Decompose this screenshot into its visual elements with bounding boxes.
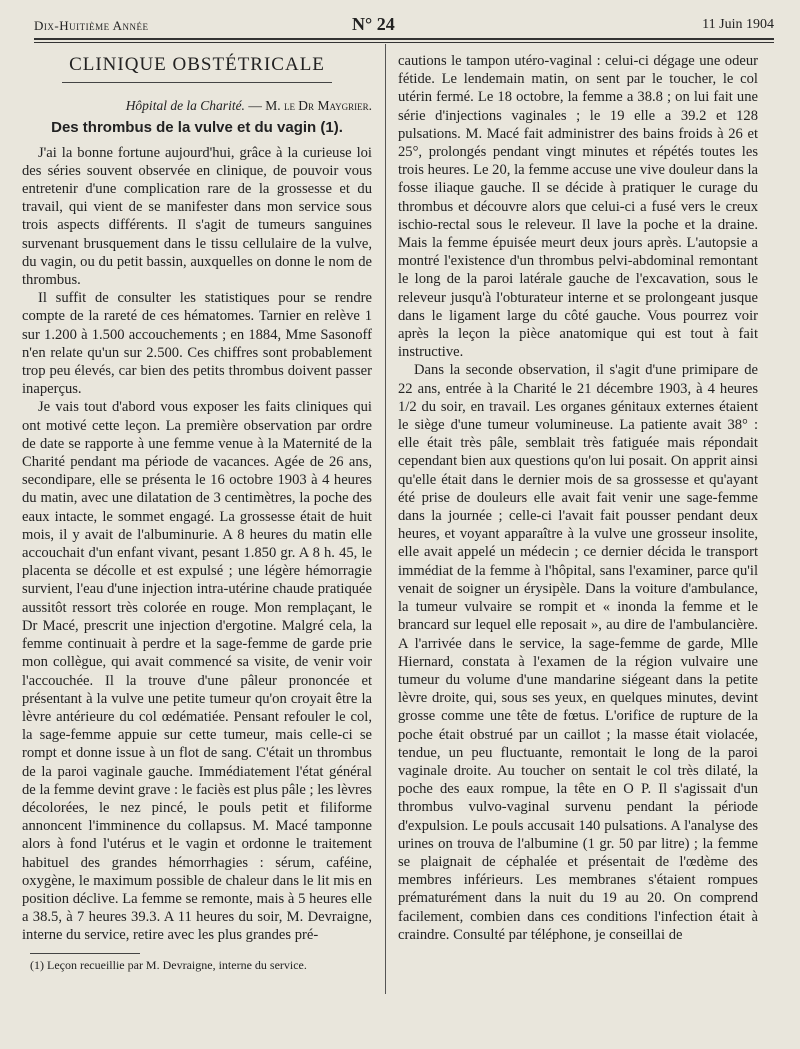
left-column <box>22 52 372 973</box>
paragraph-first-observation-continued: cautions le tampon utéro-vaginal : celui-ci dégage une odeur fétide. Le lendemain matin, on sent par le toucher, le col utérin fermé. Le 18 octobre, la femme a 38.8 ; on lui fait une série d'injections vaginales ; le 19 elle a 39.2 et 128 pulsations. M. Macé fait administrer des bains froids à 26 et 25°, prolongés pendant vingt minutes et répétés toutes les trois heures. Le 20, la femme accuse une vive douleur dans la fosse iliaque gauche. Il se décide à pratiquer le curage du thrombus et découvre alors que celui-ci a fusé vers le creux ischio-rectal sous le releveur. Il lave la poche et la draine. Mais la femme épuisée meurt deux jours après. L'autopsie a montré l'existence d'un thrombus pelvi-abdominal remontant le long de la paroi latérale gauche de l'excavation, sous le releveur jusqu'à l'obturateur interne et se prolongeant jusque dans le ligament large du côté gauche. Vous pourrez voir après la leçon la pièce anatomique qui est tout à fait instructive. <box>398 53 758 361</box>
paragraph-intro: J'ai la bonne fortune aujourd'hui, grâce à la curieuse loi des séries souvent observée en clinique, de pouvoir vous entretenir d'une complication rare de la grossesse et du travail, qui vient de se manifester dans mon service sous trois aspects différents. Il s'agit de tumeurs sanguines survenant brusquement dans le tissu cellulaire de la vulve, du vagin, ou du petit bassin, auxquelles on donne le nom de thrombus. <box>22 144 372 289</box>
paragraph-second-observation: Dans la seconde observation, il s'agit d'une primipare de 22 ans, entrée à la Charité le 21 décembre 1903, à 4 heures 1/2 du soir, en travail. Les organes génitaux externes étaient le siège d'une tumeur volumineuse. La patiente avait 38° : elle était très pâle, semblait très fatiguée mais répondait cependant bien aux questions qu'on lui posait. On apprit ainsi qu'elle était dans le dernier mois de sa grossesse et qu'ayant été prise de douleurs elle avait fait venir une sage-femme dans la journée ; celle-ci l'avait fait pousser pendant deux heures, et voyant apparaître à la vulve une grosseur insolite, elle avait appelé un médecin ; ce dernier décida le transport immédiat de la femme à l'hôpital, sans l'examiner, parce qu'il venait de soigner un érysipèle. Dans la voiture d'ambulance, la tumeur vulvaire se rompit et « inonda la femme et le brancard sur lequel elle reposait », au dire de l'ambulancière. A l'arrivée dans le service, la sage-femme de garde, Mlle Hiernard, constata à l'examen de la région vulvaire une tumeur du volume d'une mandarine siégeant dans la petite lèvre droite, qui, sous ses yeux, en quelques minutes, devint grosse comme une tête de fœtus. L'orifice de rupture de la poche était obstrué par un caillot ; la masse était violacée, tendue, un peu fluctuante, remontait le long de la paroi vaginale droite. Au toucher on sentait le col très dilaté, la poche des eaux rompue, la tête en O P. Il s'agissait d'un thrombus vulvo-vaginal survenu pendant la période d'expulsion. Le pouls accusait 140 pulsations. A l'analyse des urines on trouva de l'albumine (1 gr. 50 par litre) ; la femme se plaignait de céphalée et présentait de l'œdème des membres inférieurs. Les membranes s'étaient rompues prématurément dans la nuit du 19 au 20. On comprend facilement, combien dans ces conditions l'infection était à craindre. Consulté par téléphone, je conseillai de <box>398 362 758 943</box>
header-volume: Dix-Huitième Année <box>34 18 149 33</box>
byline-hospital: Hôpital de la Charité. <box>125 98 245 114</box>
section-title: CLINIQUE OBSTÉTRICALE <box>69 54 325 75</box>
right-column <box>398 52 758 944</box>
paragraph-statistics: Il suffit de consulter les statistiques pour se rendre compte de la rareté de ces hématomes. Tarnier en relève 1 sur 1.200 à 1.500 accouchements ; en 1884, Mme Sasonoff n'en relate qu'un sur 2.500. Ces chiffres sont probablement trop peu élevés, car bien des petits thrombus doivent passer inaperçus. <box>22 290 372 398</box>
section-title-rule <box>62 82 332 83</box>
header-rule-thick <box>34 38 774 40</box>
paragraph-first-observation: Je vais tout d'abord vous exposer les faits cliniques qui ont motivé cette leçon. La première observation par ordre de date se rapporte à une femme venue à la Maternité de la Charité pendant ma période de vacances. Agée de 26 ans, secondipare, elle se présenta le 16 octobre 1903 à 4 heures du matin, avec une dilatation de 3 centimètres, la poche des eaux intacte, le sommet engagé. La grossesse était de huit mois, il y avait de l'albuminurie. A 8 heures du matin elle accouchait d'un enfant vivant, pesant 1.850 gr. A 8 h. 45, le placenta se décolle et est expulsé ; une légère hémorragie survient, l'eau d'une injection intra-utérine chaude pratiquée aussitôt ressort très colorée en rouge. Mon remplaçant, le Dr Macé, prescrit une injection d'ergotine. Malgré cela, la femme continuait à perdre et la sage-femme de garde prie mon collègue, qui avait commencé sa visite, de venir voir l'accouchée. Il la trouve d'une pâleur prononcée et présentant à la vulve une petite tumeur qu'on croyait être la lèvre antérieure du col œdématiée. Pensant refouler le col, la sage-femme appuie sur cette tumeur, mais celle-ci se rompt et donne issue à un flot de sang. C'était un thrombus de la paroi vaginale gauche. Immédiatement l'état général de la femme devint grave : le faciès est plus pâle ; les lèvres décolorées, le nez pincé, le pouls petit et filiforme annoncent l'imminence du collapsus. M. Macé tamponne alors à fond l'utérus et le vagin et ordonne le traitement habituel des grandes hémorrhagies : sérum, caféine, oxygène, le maximum possible de chaleur dans le lit mis en position déclive. La femme se remonte, mais à 5 heures elle a 38.5, à 7 heures 39.3. A 11 heures du soir, M. Devraigne, interne du service, retire avec les plus grandes pré- <box>22 399 372 944</box>
footnote: (1) Leçon recueillie par M. Devraigne, interne du service. <box>30 957 307 972</box>
footnote-rule <box>30 953 140 954</box>
byline-author: — M. le Dr Maygrier. <box>244 98 372 114</box>
column-divider <box>385 44 386 994</box>
article-title: Des thrombus de la vulve et du vagin (1). <box>51 119 343 137</box>
header-issue-number: N° 24 <box>352 14 395 34</box>
header-date: 11 Juin 1904 <box>702 17 774 32</box>
page-header <box>34 14 774 38</box>
header-rule-thin <box>34 42 774 43</box>
byline <box>22 97 372 115</box>
